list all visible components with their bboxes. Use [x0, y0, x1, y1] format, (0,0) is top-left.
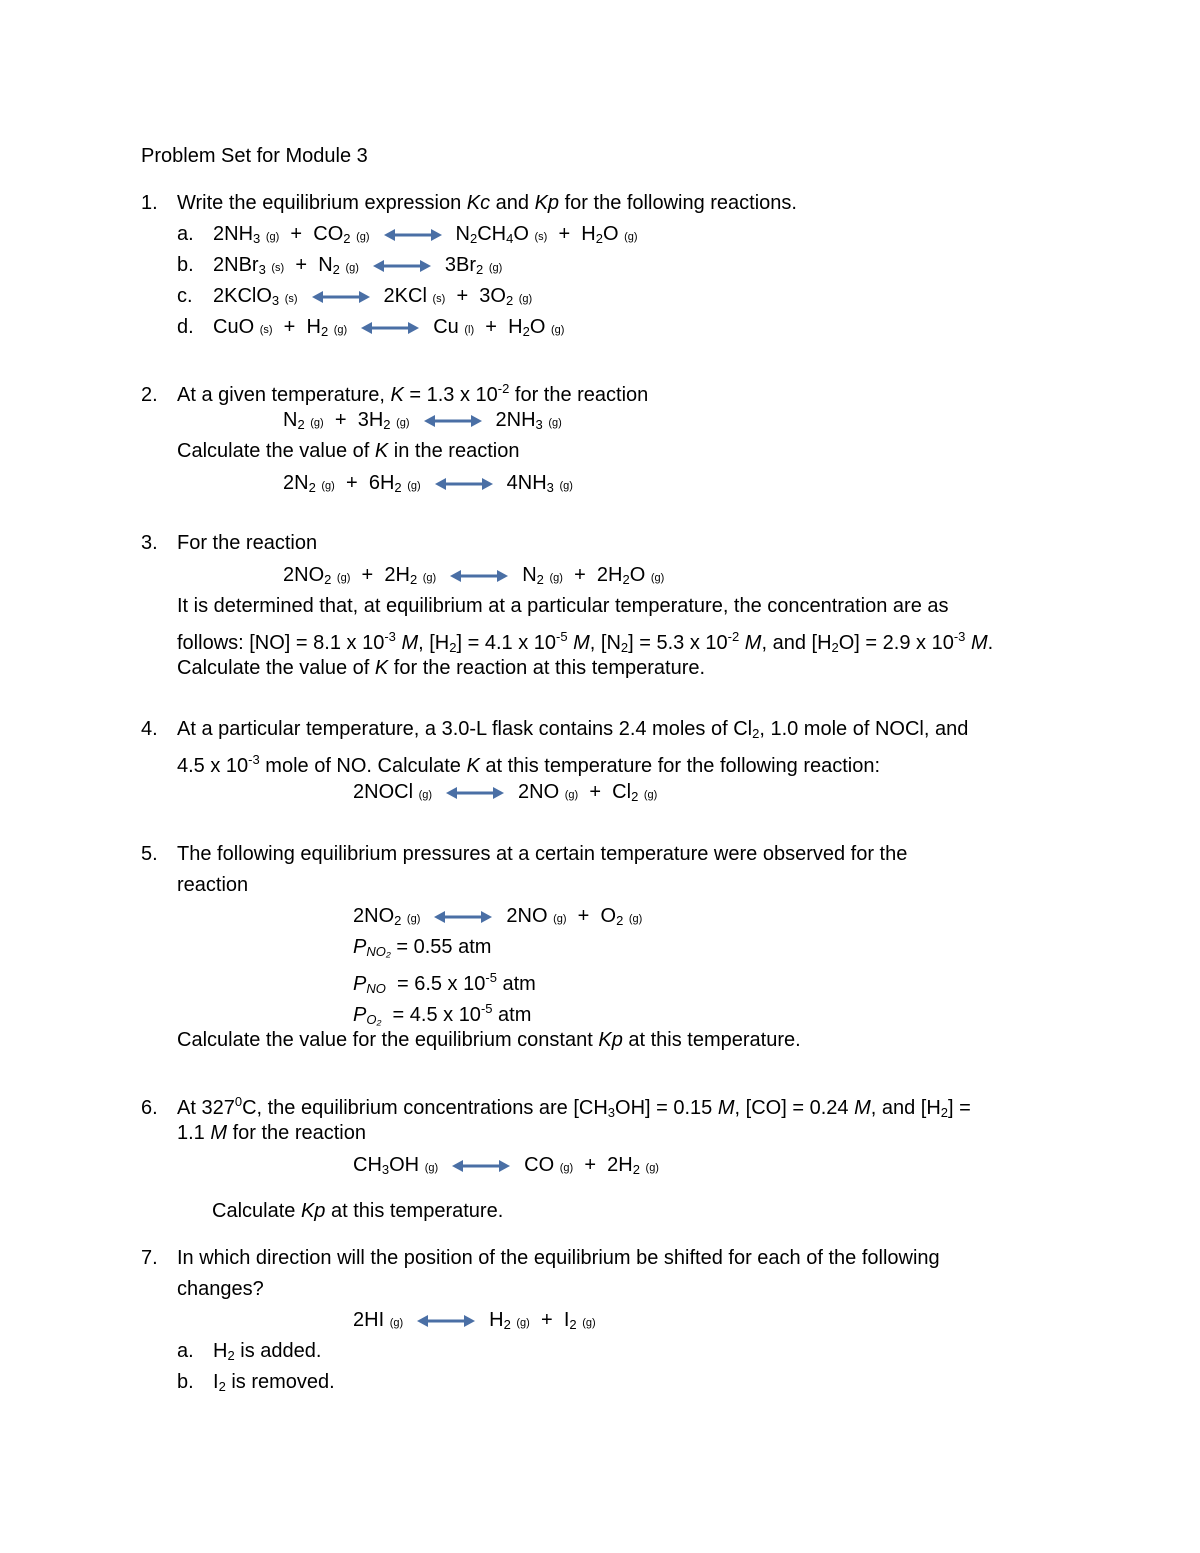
q5-pressure-no2: $P_{NO_2} = 0.55$ atm	[353, 936, 492, 959]
equilibrium-arrow-icon	[384, 228, 442, 242]
q3-text-line-2: follows: [NO] = 8.1 x $10^{-3}$ M, $[H_2] = 4.1$ x $10^{-5}$ M, $[N_2] = 5.3$ x $10^{-2}$ M, and $[H_2O] = 2.9$ x $10^{-3}$ M.	[177, 629, 994, 655]
q6-prompt: 6. At $327^0C$, the equilibrium concentrations are $[CH_3OH] = 0.15$ M, [CO] = 0.24 M, and $[H_2]$ =	[141, 1094, 971, 1120]
equilibrium-arrow-icon	[434, 910, 492, 924]
q3-text-line-1: It is determined that, at equilibrium at a particular temperature, the concentration are as	[177, 595, 949, 617]
equilibrium-arrow-icon	[452, 1159, 510, 1173]
q1-item-d: d. CuO $(s) + H_2$ (g) Cu $(l) + H_2O$ (g)	[177, 316, 565, 339]
q5-equation: $2NO_2$ (g) 2NO $(g) + O_2$ (g)	[353, 905, 643, 928]
q4-text-line-2: 4.5 x $10^{-3}$ mole of NO. Calculate K at this temperature for the following reaction:	[177, 752, 881, 777]
q6-calc: Calculate Kp at this temperature.	[212, 1200, 504, 1222]
q3-text-line-3: Calculate the value of K for the reaction at this temperature.	[177, 657, 706, 679]
q6-equation: $CH_3OH$ (g) CO $(g) + 2H_2$ (g)	[353, 1154, 659, 1177]
q5-text-line-2: reaction	[177, 874, 249, 896]
q2-prompt: 2. At a given temperature, K = 1.3 x $10^{-2}$ for the reaction	[141, 381, 649, 406]
equilibrium-arrow-icon	[361, 321, 419, 335]
equilibrium-arrow-icon	[424, 414, 482, 428]
q7-item-a: a. $H_2$ is added.	[177, 1340, 322, 1363]
q6-text-line-2: 1.1 M for the reaction	[177, 1122, 366, 1144]
q3-prompt: 3. For the reaction	[141, 532, 318, 554]
q2-equation-1: $N_2$ $(g) + 3H_2$ (g) $2NH_3$ (g)	[283, 409, 562, 432]
q5-prompt: 5. The following equilibrium pressures at a certain temperature were observed for the	[141, 843, 908, 865]
q1-item-b: b. 2NBr$_3$ $(s) + N_2$ (g) $3Br_2$ (g)	[177, 254, 503, 277]
q7-prompt: 7. In which direction will the position of the equilibrium be shifted for each of the following	[141, 1247, 940, 1269]
q7-item-b: b. $I_2$ is removed.	[177, 1371, 335, 1394]
q7-equation: 2HI (g) $H_2$ $(g) + I_2$ (g)	[353, 1309, 596, 1332]
q2-question: Calculate the value of K in the reaction	[177, 440, 520, 462]
q1-prompt: 1. Write the equilibrium expression Kc and Kp for the following reactions.	[141, 192, 797, 214]
equilibrium-arrow-icon	[435, 477, 493, 491]
q5-pressure-o2: $P_{O_2} = 4.5$ x $10^{-5}$ atm	[353, 1001, 532, 1027]
q2-equation-2: $2N_2$ $(g) + 6H_2$ (g) $4NH_3$ (g)	[283, 472, 573, 495]
q4-prompt: 4. At a particular temperature, a 3.0-L flask contains 2.4 moles of $Cl_2$, 1.0 mole of NOCl, and	[141, 718, 969, 741]
q1-item-c: c. 2KClO$_3$ (s) 2KCl $(s) + 3O_2$ (g)	[177, 285, 533, 308]
equilibrium-arrow-icon	[446, 786, 504, 800]
q5-pressure-no: $P_{NO} = 6.5$ x $10^{-5}$ atm	[353, 970, 536, 996]
equilibrium-arrow-icon	[450, 569, 508, 583]
q3-equation: $2NO_2$ $(g) + 2H_2$ (g) $N_2$ $(g) + 2H_2O$ (g)	[283, 564, 665, 587]
q1-item-a: a. $2NH_3$ $(g) + CO_2$ (g) $N_2CH_4O$ $(s) + H_2O$ (g)	[177, 223, 638, 246]
equilibrium-arrow-icon	[373, 259, 431, 273]
equilibrium-arrow-icon	[312, 290, 370, 304]
q7-text-line-2: changes?	[177, 1278, 264, 1300]
equilibrium-arrow-icon	[417, 1314, 475, 1328]
page-title: Problem Set for Module 3	[141, 145, 368, 167]
q5-calc: Calculate the value for the equilibrium constant Kp at this temperature.	[177, 1029, 801, 1051]
q4-equation: 2NOCl (g) 2NO $(g) + Cl_2$ (g)	[353, 781, 658, 804]
